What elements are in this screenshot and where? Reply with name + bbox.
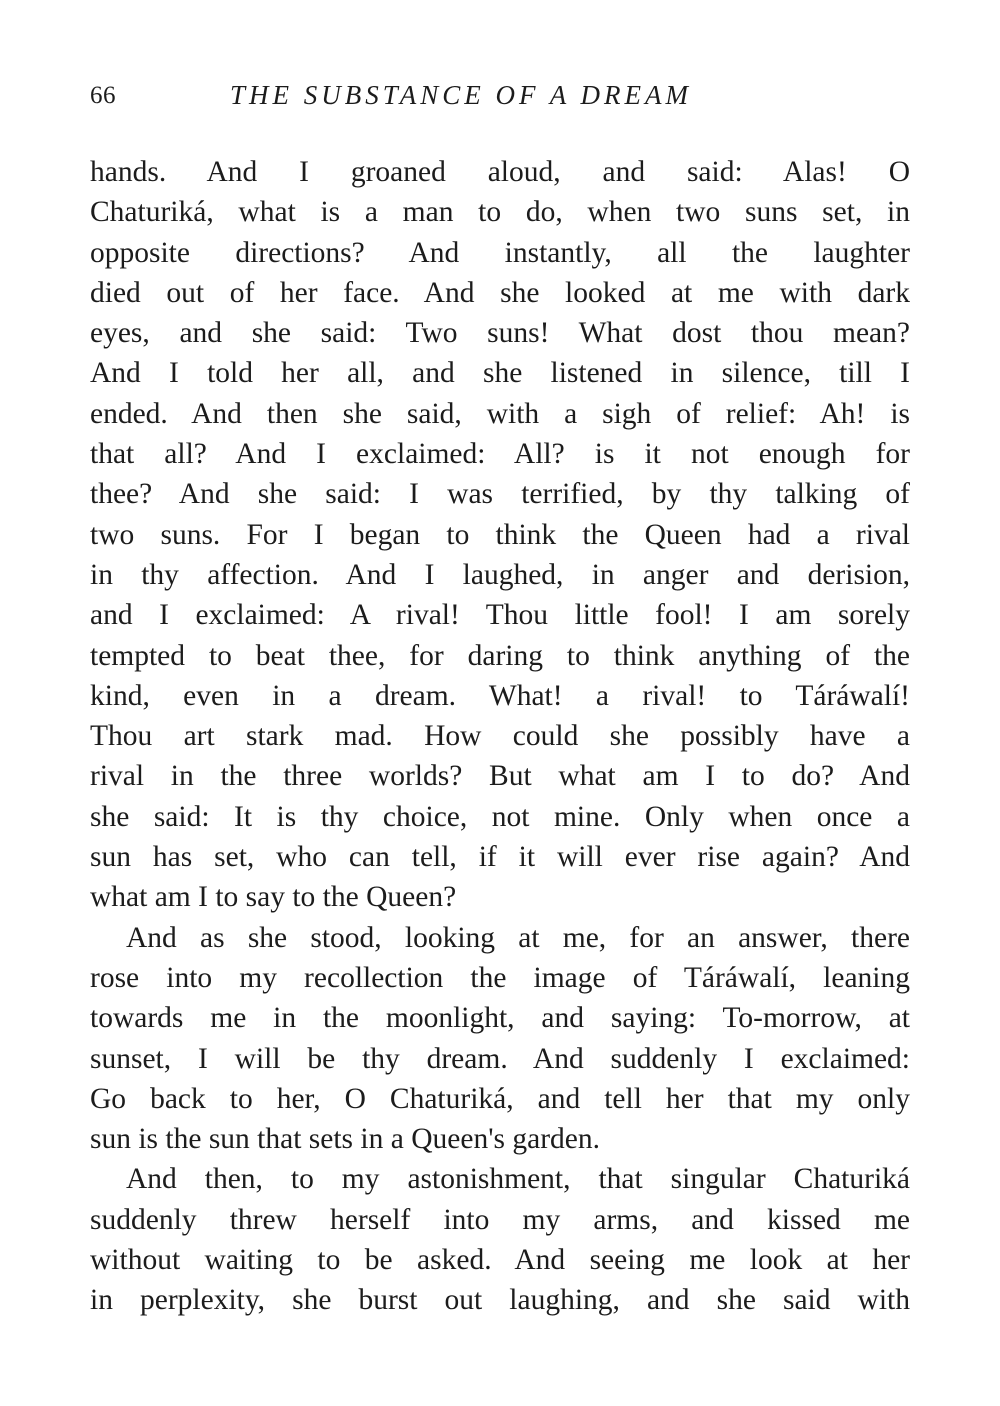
text-line: And I told her all, and she listened in silence, till I [90,357,910,390]
text-line: opposite directions? And instantly, all the laughter [90,236,910,269]
text-line: tempted to beat thee, for daring to think anything of the [90,639,910,672]
text-line: hands. And I groaned aloud, and said: Alas! O [90,156,910,188]
text-line: without waiting to be asked. And seeing me look at her [90,1244,910,1277]
text-line: thee? And she said: I was terrified, by thy talking of [90,478,910,511]
text-line: died out of her face. And she looked at me with dark [90,276,910,309]
text-line: And then, to my astonishment, that singular Chaturiká [126,1163,910,1196]
text-line: rose into my recollection the image of Táráwalí, leaning [90,961,910,994]
text-line: Chaturiká, what is a man to do, when two suns set, in [90,196,910,229]
text-line: sun has set, who can tell, if it will ever rise again? And [90,841,910,874]
text-line: and I exclaimed: A rival! Thou little fool! I am sorely [90,599,910,632]
text-line: that all? And I exclaimed: All? is it not enough for [90,438,910,471]
page-header [90,76,910,116]
text-line: what am I to say to the Queen? [90,881,457,914]
text-line: in perplexity, she burst out laughing, and she said with [90,1284,910,1317]
text-line: Thou art stark mad. How could she possibly have a [90,720,910,753]
body-text [90,152,910,1321]
text-line: ended. And then she said, with a sigh of relief: Ah! is [90,397,910,430]
page-number: 66 [90,82,116,109]
text-line: in thy affection. And I laughed, in anger and derision, [90,558,910,591]
text-line: kind, even in a dream. What! a rival! to Táráwalí! [90,679,910,712]
text-line: And as she stood, looking at me, for an answer, there [126,921,910,954]
text-line: she said: It is thy choice, not mine. Only when once a [90,800,910,833]
text-line: two suns. For I began to think the Queen had a rival [90,518,910,551]
text-line: rival in the three worlds? But what am I to do? And [90,760,910,793]
running-title: THE SUBSTANCE OF A DREAM [230,80,692,110]
text-line: Go back to her, O Chaturiká, and tell her that my only [90,1082,910,1115]
text-line: suddenly threw herself into my arms, and kissed me [90,1203,910,1236]
text-line: towards me in the moonlight, and saying: To-morrow, at [90,1002,910,1035]
text-line: sun is the sun that sets in a Queen's garden. [90,1123,600,1156]
text-line: eyes, and she said: Two suns! What dost thou mean? [90,317,910,350]
text-line: sunset, I will be thy dream. And suddenly I exclaimed: [90,1042,910,1075]
